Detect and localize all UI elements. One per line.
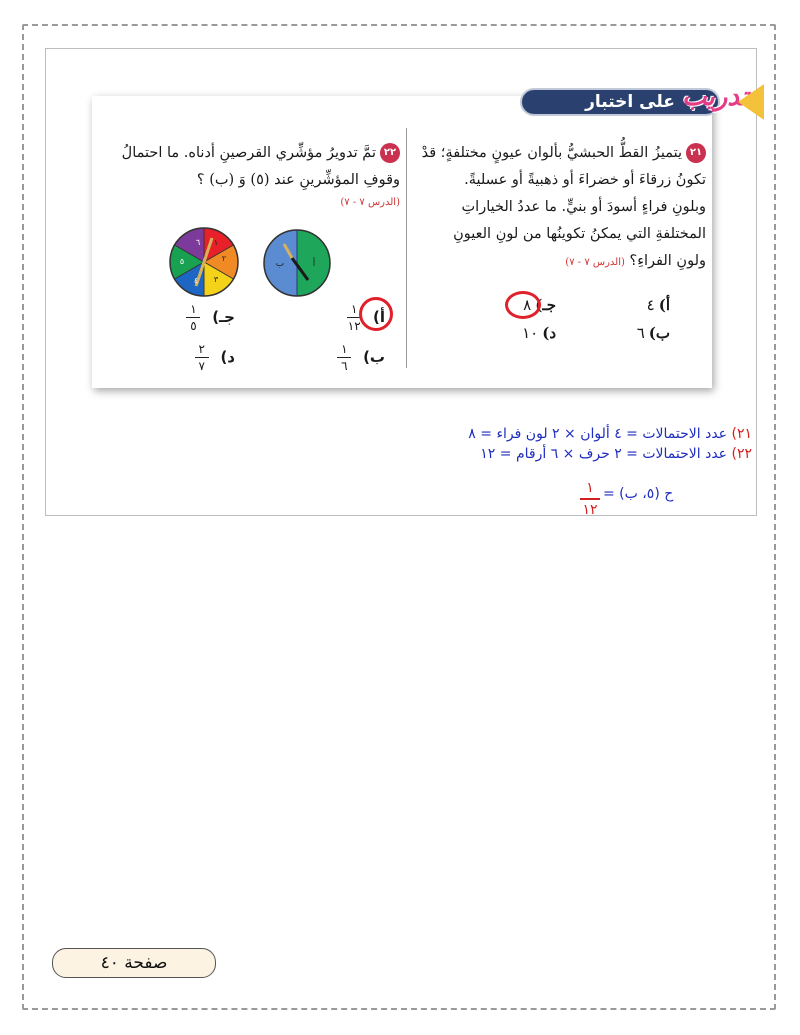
fraction — [186, 303, 200, 332]
choice-a[interactable] — [647, 296, 670, 314]
fraction-denominator: ٦ — [341, 359, 348, 373]
fraction-denominator: ٥ — [190, 319, 197, 333]
solution-number: ٢٢) — [731, 446, 752, 462]
choice-value: ٤ — [646, 296, 655, 314]
solution-number: ٢١) — [731, 426, 752, 442]
solution-line — [380, 424, 752, 444]
question-21 — [416, 140, 706, 276]
question-text: ولونِ الفراءِ؟ — [629, 253, 706, 269]
banner-arrow-icon — [738, 84, 764, 120]
solution-text: عدد الاحتمالات = ٤ ألوان × ٢ لون فراء = ٨ — [468, 426, 728, 442]
spinner-label: أ — [312, 259, 316, 269]
choice-value: ٦ — [636, 324, 645, 342]
spinner-label: ٣ — [213, 275, 219, 284]
fraction — [337, 343, 351, 372]
choice-letter: أ) — [373, 308, 385, 326]
choice-letter: جـ) — [535, 296, 556, 314]
spinner-label: ٤ — [193, 276, 199, 285]
choice-letter: ب) — [363, 348, 385, 366]
choice-letter: د) — [220, 348, 235, 366]
lesson-ref: (الدرس ٧ - ٧) — [340, 197, 400, 208]
question-line — [416, 248, 706, 276]
choice-value: ١٠ — [522, 324, 539, 342]
spinner-numbers — [168, 226, 240, 298]
choice-d[interactable] — [522, 324, 556, 342]
choice-value: ٨ — [523, 296, 532, 314]
spinner-label: ٢ — [221, 254, 227, 263]
question-line — [416, 140, 706, 167]
answer-circle-mark — [505, 291, 541, 319]
choice-d[interactable] — [192, 343, 235, 372]
page-number-tab — [52, 948, 216, 978]
choice-letter: جـ) — [212, 308, 235, 326]
fraction-numerator: ١ — [190, 302, 197, 316]
banner-title: تدريب — [682, 82, 749, 112]
spinner-label: ٦ — [195, 238, 201, 247]
solution-line — [380, 444, 752, 464]
solution-text: عدد الاحتمالات = ٢ حرف × ٦ أرقام = ١٢ — [480, 446, 728, 462]
question-number-badge: ٢٢ — [380, 143, 400, 163]
fraction-denominator: ١٢ — [347, 319, 361, 333]
question-line: وقوفِ المؤشِّرينِ عند (٥) وَ (ب) ؟ — [196, 172, 400, 188]
q22-choices — [170, 303, 385, 375]
lesson-ref: (الدرس ٧ - ٧) — [565, 257, 625, 268]
question-line — [110, 194, 400, 210]
banner-label: على اختبار — [585, 92, 675, 112]
fraction — [195, 343, 209, 372]
fraction-numerator: ٢ — [198, 342, 205, 356]
question-line: المختلفةِ التي يمكنُ تكوينُها من لونِ العيونِ — [453, 226, 706, 242]
spinner-letters — [262, 228, 332, 298]
choice-letter: ب) — [648, 324, 670, 342]
choice-letter: د) — [542, 324, 556, 342]
choice-c[interactable] — [183, 303, 235, 332]
question-text: تمَّ تدويرُ مؤشِّري القرصينِ أدناه. ما احتمالُ — [121, 145, 376, 161]
fraction-numerator: ١ — [341, 342, 348, 356]
choice-b[interactable] — [637, 324, 670, 342]
fraction-numerator: ١ — [586, 480, 594, 496]
spinner-label: ١ — [213, 238, 219, 247]
question-line: تكونُ زرقاءَ أو خضراءَ أو ذهبيةً أو عسليةً. — [464, 172, 706, 188]
q21-choices — [470, 296, 670, 352]
question-text: يتميزُ القطُّ الحبشيُّ بألوان عيونٍ مختلفةٍ؛ قدْ — [421, 145, 682, 161]
solution-notes — [380, 424, 752, 464]
fraction-denominator: ١٢ — [582, 501, 598, 518]
choice-b[interactable] — [334, 343, 385, 372]
question-22 — [110, 140, 400, 210]
column-divider — [406, 128, 407, 368]
fraction-numerator: ١ — [351, 302, 358, 316]
answer-circle-mark — [359, 297, 393, 331]
solution-fraction — [580, 480, 600, 518]
question-line: وبلونِ فراءٍ أسودَ أو بنيٍّ. ما عددُ الخياراتِ — [461, 199, 706, 215]
spinner-label: ٥ — [179, 257, 185, 266]
question-number-badge: ٢١ — [686, 143, 706, 163]
question-line — [110, 140, 400, 167]
page-number-label: صفحة ٤٠ — [100, 953, 168, 973]
choice-letter: أ) — [658, 296, 670, 314]
solution-probability: ح (٥، ب) = — [603, 486, 674, 502]
fraction-denominator: ٧ — [198, 359, 205, 373]
practice-banner — [520, 82, 765, 122]
spinner-label: ب — [275, 259, 285, 269]
